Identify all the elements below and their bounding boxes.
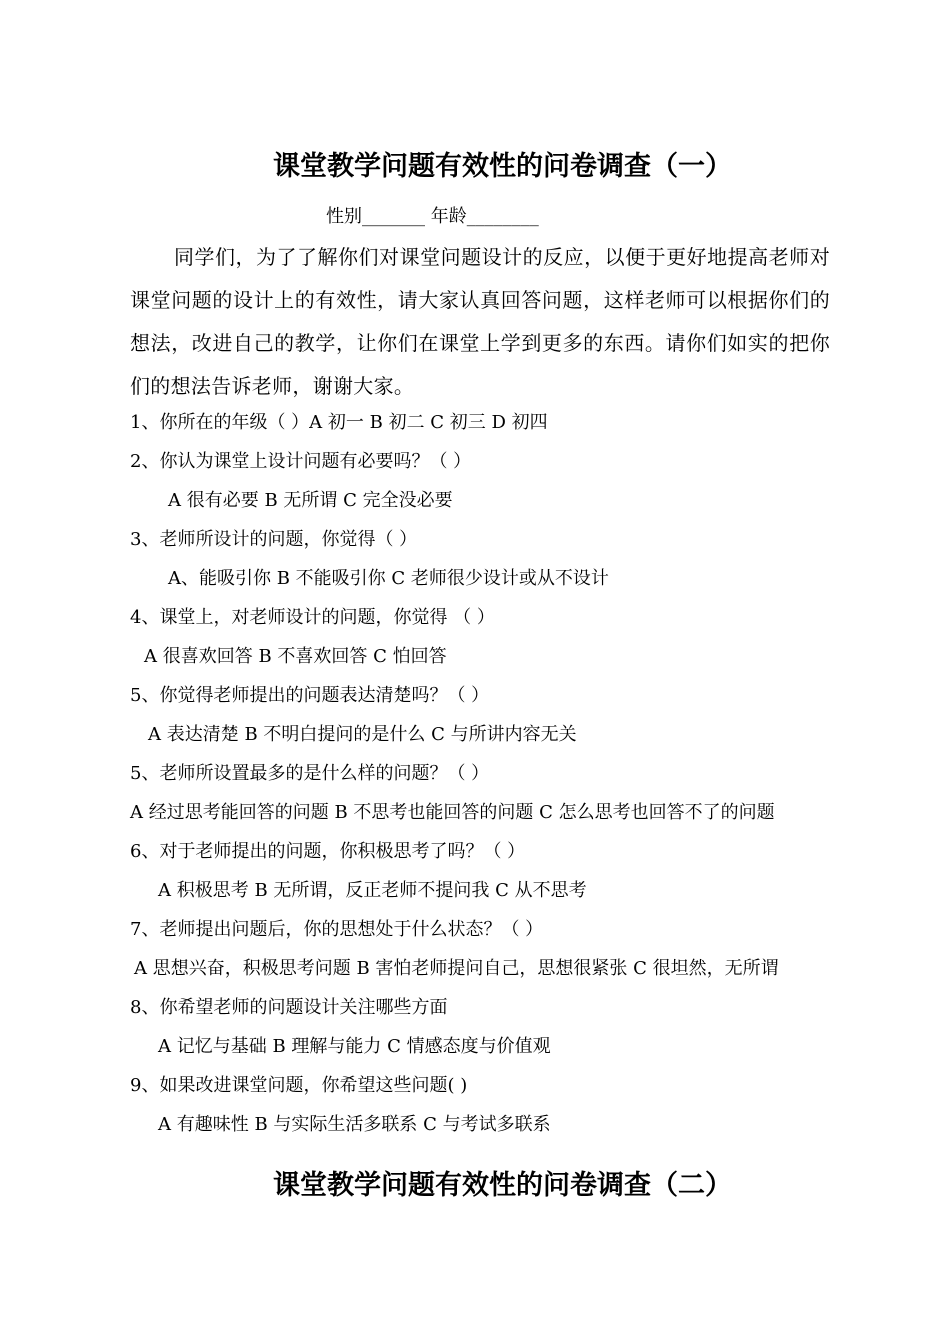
intro-text: 同学们，为了了解你们对课堂问题设计的反应，以便于更好地提高老师对课堂问题的设计上的有效性，请大家认真回答问题，这样老师可以根据你们的想法，改进自己的教学，让你们在课堂上学到更多的东西。请你们如实的把你们的想法告诉老师，谢谢大家。 [130,245,830,398]
question-7-options: A 思想兴奋，积极思考问题 B 害怕老师提问自己，思想很紧张 C 很坦然，无所谓 [134,958,779,979]
question-5: 5、你觉得老师提出的问题表达清楚吗？（ ） [130,685,490,706]
survey-title-1: 课堂教学问题有效性的问卷调查（一） [273,151,732,182]
question-4: 4、课堂上，对老师设计的问题，你觉得 （ ） [130,607,495,628]
question-7: 7、老师提出问题后，你的思想处于什么状态？（ ） [130,919,544,940]
question-3-options: A、能吸引你 B 不能吸引你 C 老师很少设计或从不设计 [168,568,609,589]
question-6-options: A 积极思考 B 无所谓，反正老师不提问我 C 从不思考 [158,880,587,901]
question-5b-options: A 经过思考能回答的问题 B 不思考也能回答的问题 C 怎么思考也回答不了的问题 [130,802,775,823]
question-8-options: A 记忆与基础 B 理解与能力 C 情感态度与价值观 [158,1036,551,1057]
question-6: 6、对于老师提出的问题，你积极思考了吗？（ ） [130,841,526,862]
question-5-options: A 表达清楚 B 不明白提问的是什么 C 与所讲内容无关 [148,724,577,745]
intro-paragraph [130,236,830,408]
question-2: 2、你认为课堂上设计问题有必要吗？（ ） [130,451,472,472]
gender-age-line: 性别_______ 年龄________ [326,206,539,227]
question-9: 9、如果改进课堂问题，你希望这些问题( ) [130,1075,468,1096]
question-4-options: A 很喜欢回答 B 不喜欢回答 C 怕回答 [144,646,447,667]
survey-title-2: 课堂教学问题有效性的问卷调查（二） [273,1170,732,1201]
question-1: 1、你所在的年级（ ）A 初一 B 初二 C 初三 D 初四 [130,412,548,433]
question-2-options: A 很有必要 B 无所谓 C 完全没必要 [168,490,453,511]
question-5b: 5、老师所设置最多的是什么样的问题？（ ） [130,763,490,784]
question-8: 8、你希望老师的问题设计关注哪些方面 [130,997,448,1018]
question-3: 3、老师所设计的问题，你觉得（ ） [130,529,418,550]
question-9-options: A 有趣味性 B 与实际生活多联系 C 与考试多联系 [158,1114,551,1135]
